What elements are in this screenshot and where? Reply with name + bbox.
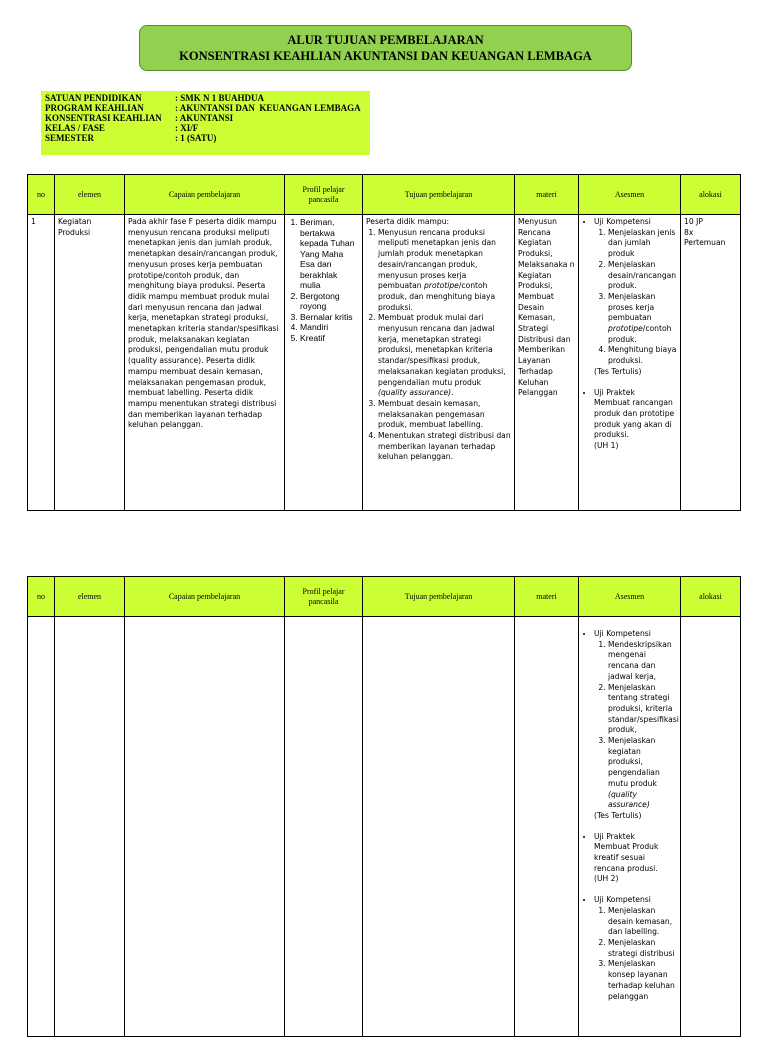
learning-flow-table-2 — [27, 576, 741, 1037]
list-item: 3. Bernalar kritis — [300, 312, 359, 323]
info-row: PROGRAM KEAHLIAN : AKUNTANSI DAN KEUANGAN LEMBAGA — [45, 103, 361, 113]
list-item: 1. Mendeskripsikan mengenai rencana dan jadwal kerja, — [608, 640, 677, 683]
list-item: 3. Menjelaskan konsep layanan terhadap keluhan pelanggan — [608, 959, 677, 1002]
cell-tujuan — [363, 617, 515, 1037]
list-item: • Uji Praktek Membuat rancangan produk dan prototipe produk yang akan di produksi. (UH 1) — [594, 388, 677, 452]
list-item: 2. Membuat produk mulai dari menyusun rencana dan jadwal kerja, menetapkan strategi produksi, menetapkan kriteria standar/spesifikasi produk, melaksanakan kegiatan produksi, pengendalian mutu produk (quality assurance). — [378, 313, 511, 399]
info-row: KELAS / FASE : XI/F — [45, 123, 199, 133]
list-item: • Uji Kompetensi 1. Menjelaskan jenis dan jumlah produk 2. Menjelaskan desain/rancangan produk. 3. Menjelaskan proses kerja pembuatan prototipe/contoh produk. 4. Menghitung biaya produksi. (Tes Tertulis) — [594, 217, 677, 378]
cell-elemen — [55, 617, 125, 1037]
header-profil: Profil pelajar pancasila — [285, 577, 363, 617]
header-elemen: elemen — [55, 577, 125, 617]
header-materi: materi — [515, 577, 579, 617]
list-item: 3. Menjelaskan kegiatan produksi, pengendalian mutu produk (quality assurance) — [608, 736, 677, 811]
header-capaian: Capaian pembelajaran — [125, 175, 285, 215]
school-info — [41, 91, 370, 155]
list-item: • Uji Praktek Membuat Produk kreatif sesuai rencana produsi. (UH 2) — [594, 832, 677, 886]
cell-capaian — [125, 617, 285, 1037]
cell-tujuan — [363, 215, 515, 511]
header-alokasi: alokasi — [681, 577, 741, 617]
cell-profil — [285, 617, 363, 1037]
info-row: SATUAN PENDIDIKAN : SMK N 1 BUAHDUA — [45, 93, 264, 103]
table-header-row — [28, 175, 741, 215]
title-line-1: ALUR TUJUAN PEMBELAJARAN — [287, 33, 484, 47]
list-item: 1. Menjelaskan desain kemasan, dan labelling. — [608, 906, 677, 938]
list-item: 4. Menghitung biaya produksi. — [608, 345, 677, 366]
asesmen-list — [582, 217, 677, 452]
cell-profil — [285, 215, 363, 511]
header-materi: materi — [515, 175, 579, 215]
cell-no: 1 — [28, 215, 55, 511]
header-profil: Profil pelajar pancasila — [285, 175, 363, 215]
profil-list — [288, 217, 359, 343]
table-row — [28, 617, 741, 1037]
list-item: 3. Menjelaskan proses kerja pembuatan prototipe/contoh produk. — [608, 292, 677, 346]
header-tujuan: Tujuan pembelajaran — [363, 175, 515, 215]
cell-elemen: Kegiatan Produksi — [55, 215, 125, 511]
title-line-2: KONSENTRASI KEAHLIAN AKUNTANSI DAN KEUANGAN LEMBAGA — [179, 49, 592, 63]
list-item: 2. Bergotong royong — [300, 291, 359, 312]
asesmen-list — [582, 629, 677, 1002]
list-item: 4. Mandiri — [300, 322, 359, 333]
cell-capaian: Pada akhir fase F peserta didik mampu menyusun rencana produksi meliputi menetapkan jenis dan jumlah produk, menetapkan desain/rancangan produk, menyusun proses kerja pembuatan prototipe/contoh produk, dan menghitung biaya produksi. Peserta didik mampu membuat produk mulai dari menyusun rencana dan jadwal kerja, menetapkan strategi produksi, menetapkan kriteria standar/spesifikasi produk, melaksanakan kegiatan produksi, pengendalian mutu produk (quality assurance). Peserta didik mampu membuat desain kemasan, melaksanakan pengemasan produk, membuat labelling. Peserta didik mampu menentukan strategi distribusi dan memberikan layanan terhadap keluhan pelanggan. — [125, 215, 285, 511]
header-asesmen: Asesmen — [579, 175, 681, 215]
header-asesmen: Asesmen — [579, 577, 681, 617]
cell-no — [28, 617, 55, 1037]
list-item: • Uji Kompetensi 1. Menjelaskan desain kemasan, dan labelling. 2. Menjelaskan strategi distribusi 3. Menjelaskan konsep layanan terhadap keluhan pelanggan — [594, 895, 677, 1002]
header-capaian: Capaian pembelajaran — [125, 577, 285, 617]
cell-asesmen — [579, 617, 681, 1037]
cell-alokasi: 10 JP 8x Pertemuan — [681, 215, 741, 511]
document-title — [139, 25, 632, 71]
info-row: SEMESTER : 1 (SATU) — [45, 133, 217, 143]
list-item: 1. Menyusun rencana produksi meliputi menetapkan jenis dan jumlah produk menetapkan desain/rancangan produk, menyusun proses kerja pembuatan prototipe/contoh produk, dan menghitung biaya produksi. — [378, 228, 511, 314]
list-item: 5. Kreatif — [300, 333, 359, 344]
header-elemen: elemen — [55, 175, 125, 215]
header-tujuan: Tujuan pembelajaran — [363, 577, 515, 617]
header-alokasi: alokasi — [681, 175, 741, 215]
learning-flow-table-1 — [27, 174, 741, 511]
list-item: 1. Menjelaskan jenis dan jumlah produk — [608, 228, 677, 260]
info-row: KONSENTRASI KEAHLIAN : AKUNTANSI — [45, 113, 234, 123]
cell-alokasi — [681, 617, 741, 1037]
tujuan-list — [366, 228, 511, 463]
list-item: 2. Menjelaskan desain/rancangan produk. — [608, 260, 677, 292]
header-no: no — [28, 175, 55, 215]
cell-materi — [515, 617, 579, 1037]
table-header-row — [28, 577, 741, 617]
list-item: • Uji Kompetensi 1. Mendeskripsikan mengenai rencana dan jadwal kerja, 2. Menjelaskan tentang strategi produksi, kriteria standar/spesifikasi produk, 3. Menjelaskan kegiatan produksi, pengendalian mutu produk (quality assurance) (Tes Tertulis) — [594, 629, 677, 822]
tujuan-intro: Peserta didik mampu: — [366, 217, 450, 226]
list-item: 2. Menjelaskan strategi distribusi — [608, 938, 677, 959]
list-item: 4. Menentukan strategi distribusi dan memberikan layanan terhadap keluhan pelanggan. — [378, 431, 511, 463]
list-item: 2. Menjelaskan tentang strategi produksi, kriteria standar/spesifikasi produk, — [608, 683, 677, 737]
table-row — [28, 215, 741, 511]
cell-asesmen — [579, 215, 681, 511]
list-item: 1. Beriman, bertakwa kepada Tuhan Yang Maha Esa dan berakhlak mulia — [300, 217, 359, 291]
cell-materi: Menyusun Rencana Kegiatan Produksi, Melaksanaka n Kegiatan Produksi, Membuat Desain Kemasan, Strategi Distribusi dan Memberikan Layanan Terhadap Keluhan Pelanggan — [515, 215, 579, 511]
header-no: no — [28, 577, 55, 617]
list-item: 3. Membuat desain kemasan, melaksanakan pengemasan produk, membuat labelling. — [378, 399, 511, 431]
